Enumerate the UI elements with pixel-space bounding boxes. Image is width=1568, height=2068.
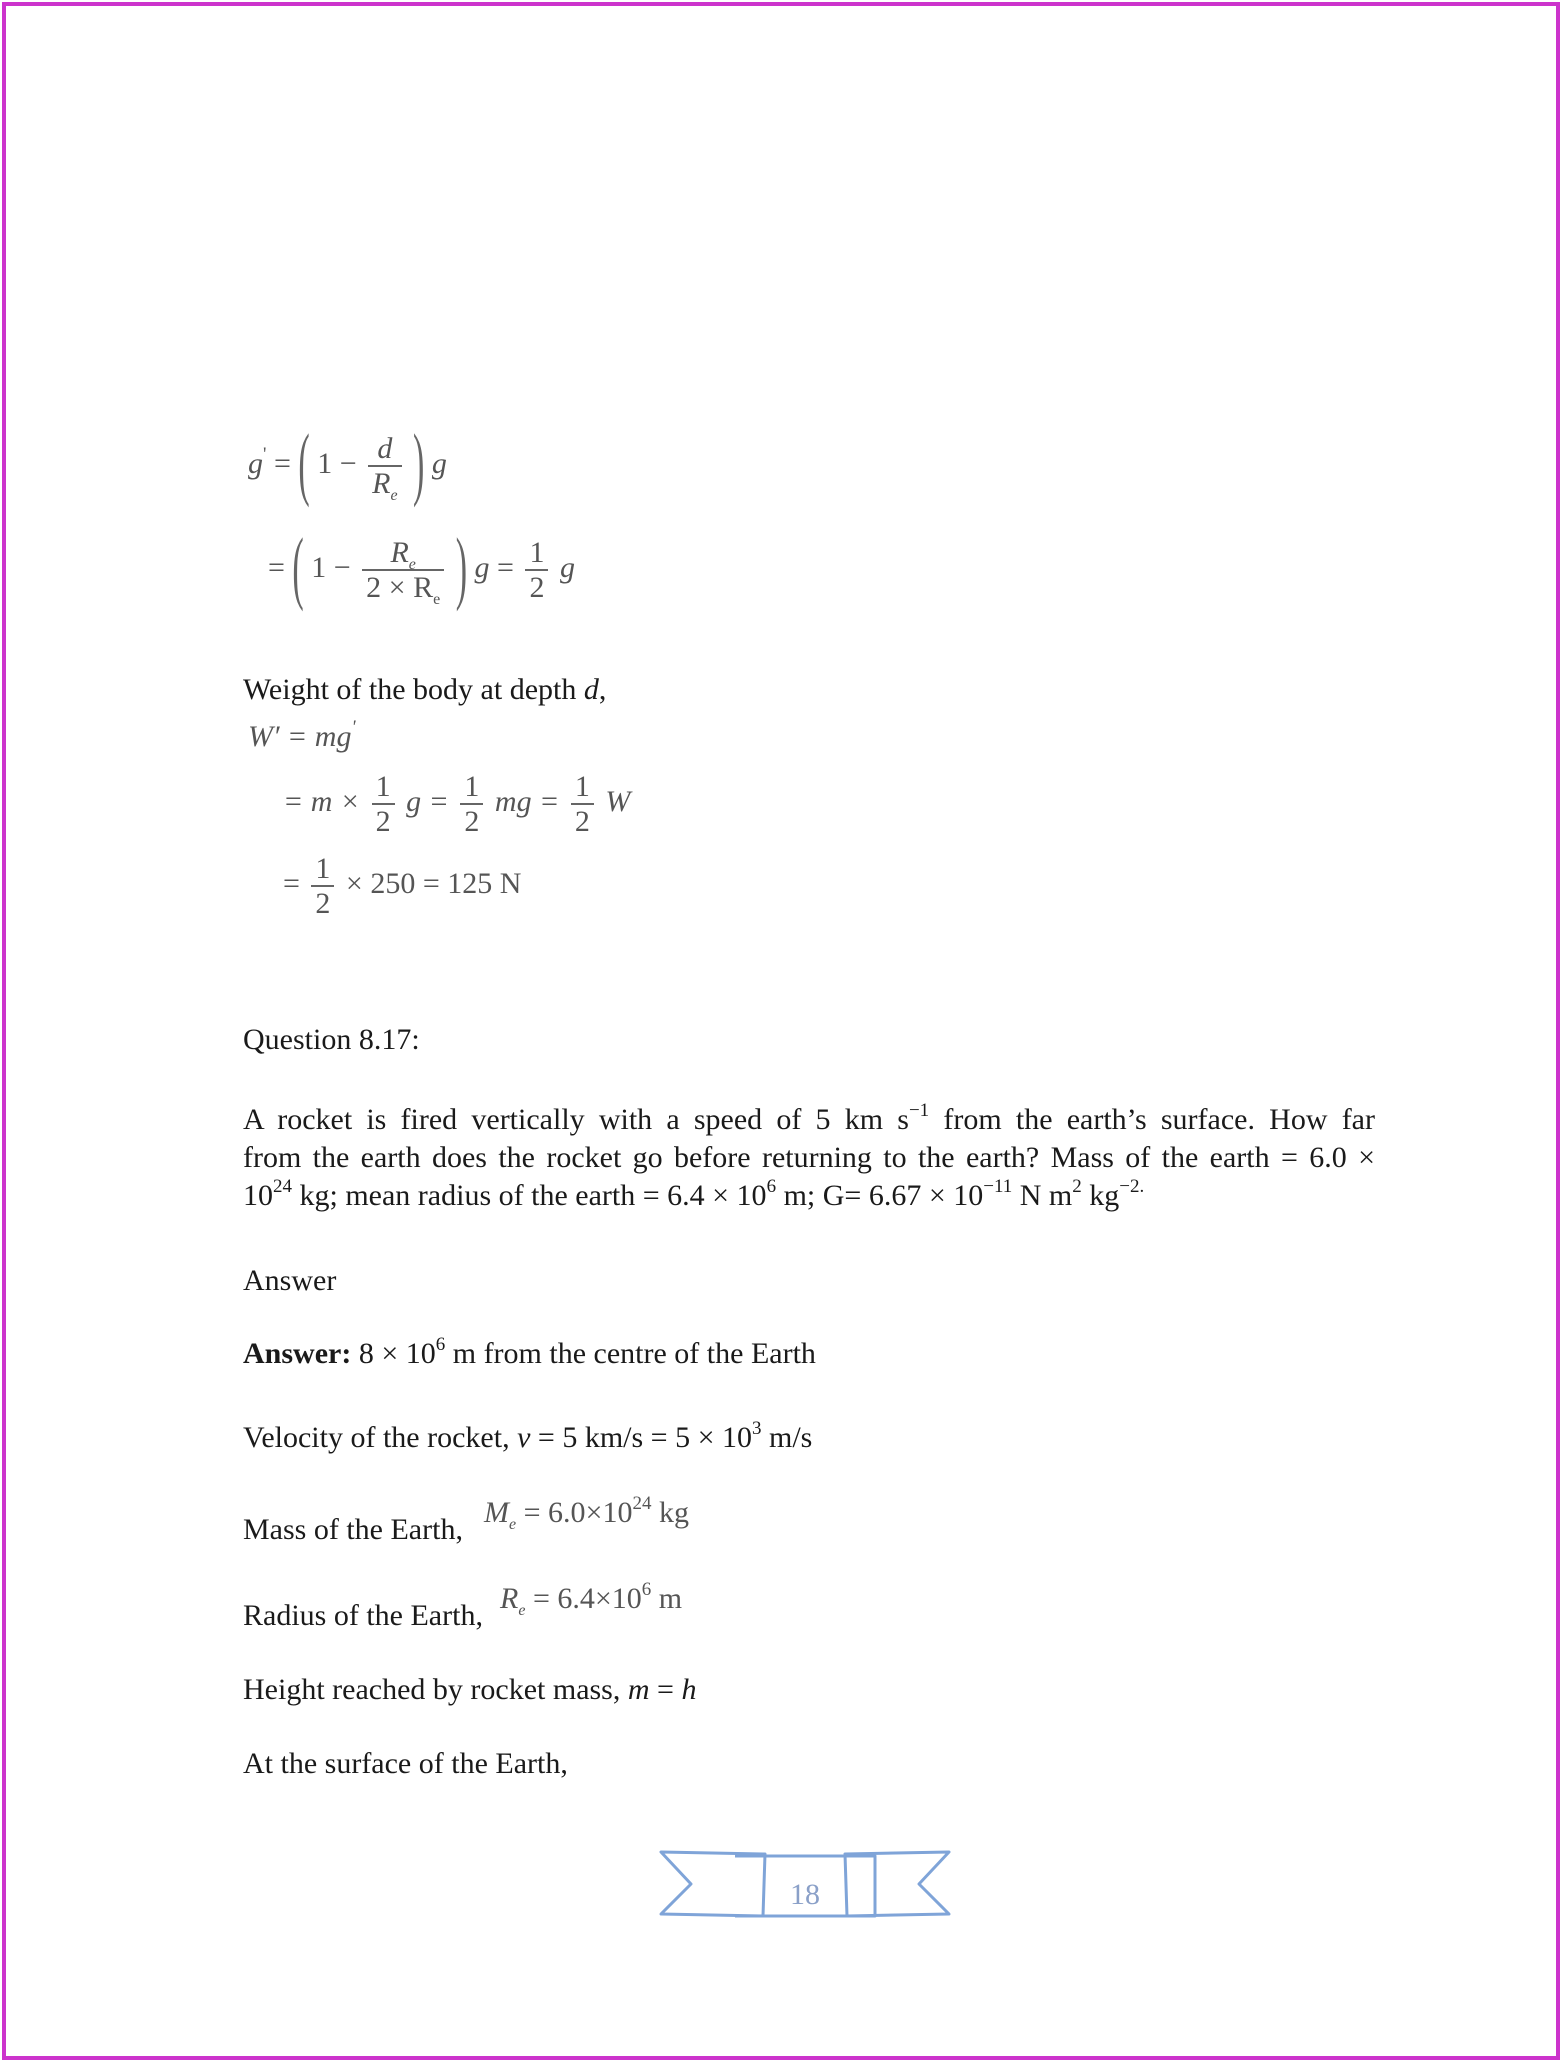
eq2-denominator: $2 \times R_e$	[366, 571, 441, 608]
mass-formula: $M_e = 6.0\times 10^{24}$ kg	[484, 1493, 689, 1533]
page-border	[2, 2, 1560, 2060]
eq2-equals: =	[268, 550, 285, 584]
eq2-fraction	[362, 536, 444, 608]
question-line-2: from the earth does the rocket go before returning to the earth? Mass of the earth = 6.0 ×	[243, 1141, 1375, 1174]
eq2-g: g	[474, 550, 490, 584]
eq2-half: $\frac{1}{2}$	[525, 536, 548, 604]
eq2-one: 1	[311, 550, 327, 584]
eq2-left-paren: (	[292, 524, 304, 614]
eq1-right-paren: )	[413, 420, 425, 510]
question-title: Question 8.17:	[243, 1023, 420, 1056]
surface-line: At the surface of the Earth,	[243, 1747, 568, 1780]
equation-weight-expansion: = m × $\frac{1}{2}$ g = $\frac{1}{2}$ mg = $\frac{1}{2}$ W	[283, 770, 631, 838]
radius-formula: $R_e = 6.4\times 10^6$ m	[500, 1579, 683, 1619]
velocity-line: Velocity of the rocket, v = 5 $km/s = 5 \times 10^3$ m/s	[243, 1418, 813, 1454]
eq1-one: 1	[317, 446, 333, 480]
eq2-numerator: $R_e$	[362, 536, 444, 571]
eq1-lhs: g	[248, 446, 263, 480]
eq1-fraction	[368, 432, 401, 504]
eq2-right-paren: )	[455, 524, 468, 614]
question-line-1: A rocket is fired vertically with a speed of 5 km $s^{-1}$ from the earth’s surface. How far	[243, 1100, 1375, 1136]
eq1-denominator: $R_e$	[372, 467, 398, 504]
eq1-numerator: d	[368, 432, 401, 467]
answer-line: Answer: $8 \times 10^6$ m from the centre of the Earth	[243, 1334, 816, 1370]
equation-g-prime	[248, 420, 447, 510]
ribbon-right	[845, 1852, 949, 1916]
page-number-ribbon	[655, 1846, 955, 1926]
equation-weight: W′ = mg'	[248, 717, 356, 753]
radius-line: Radius of the Earth,	[243, 1599, 483, 1632]
ribbon-left	[661, 1852, 765, 1916]
height-line: Height reached by rocket mass, m = h	[243, 1673, 697, 1706]
page-number: 18	[790, 1878, 820, 1911]
eq1-rhs: g	[431, 446, 447, 480]
eq2-minus: −	[333, 550, 351, 584]
weight-intro: Weight of the body at depth d,	[243, 673, 607, 706]
question-line-3: $10^{24}$ kg; mean radius of the earth = $6.4 \times 10^6$ m; $G= 6.67 \times 10^{-11}$ N $m^2$ $kg^{-2.}$	[243, 1176, 1145, 1212]
eq1-prime: '	[263, 443, 267, 465]
eq2-tail: g	[559, 550, 575, 584]
eq1-minus: −	[339, 446, 357, 480]
eq1-left-paren: (	[298, 420, 310, 510]
eq2-equals-b: =	[497, 550, 514, 584]
equation-weight-result: = $\frac{1}{2}$ × 250 = 125 N	[283, 852, 522, 920]
equation-half-g	[268, 524, 575, 614]
mass-line: Mass of the Earth,	[243, 1513, 463, 1546]
question-text	[243, 1101, 1375, 1215]
answer-heading: Answer	[243, 1264, 337, 1297]
eq1-equals: =	[273, 446, 291, 480]
